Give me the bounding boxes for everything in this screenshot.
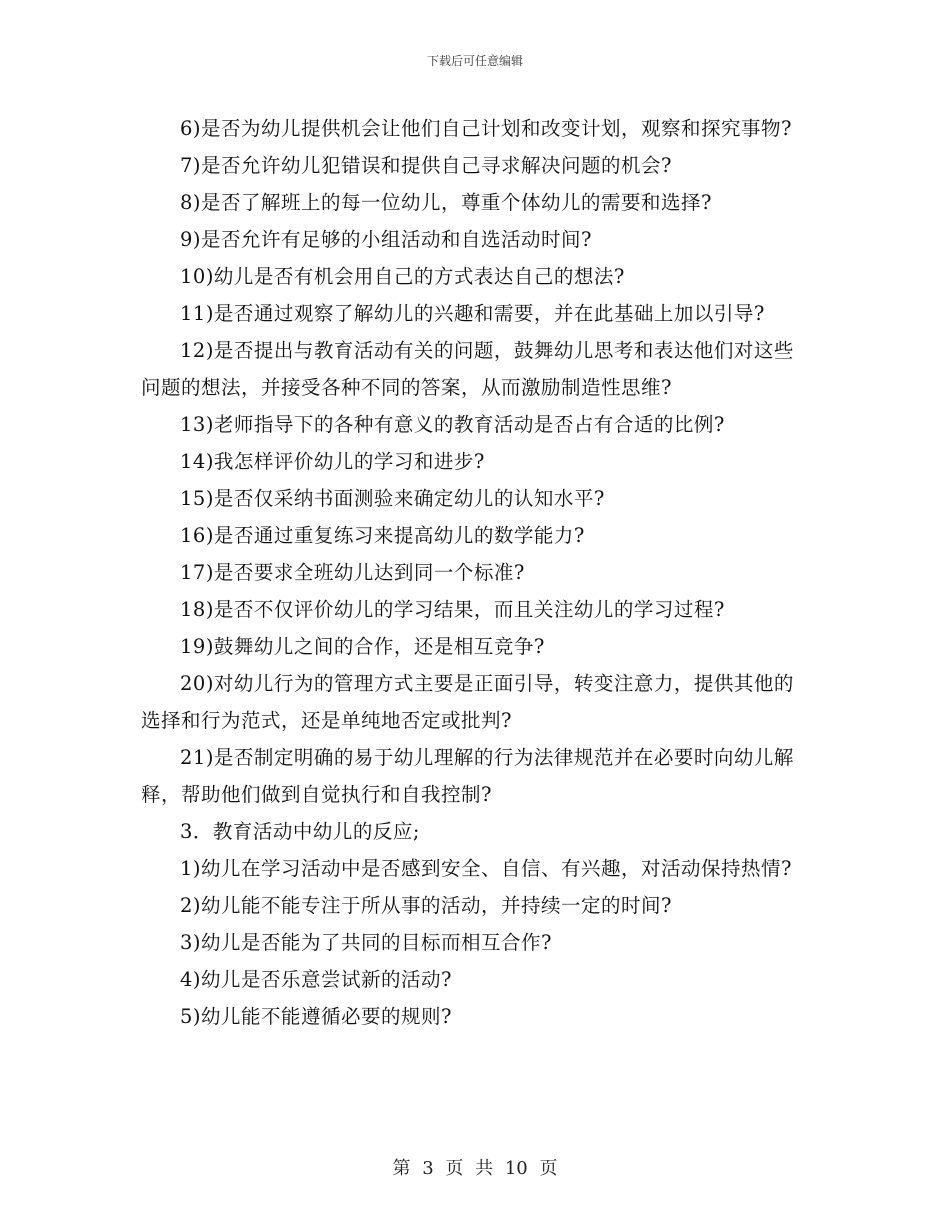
page-footer: 第 3 页 共 10 页 [392, 1158, 558, 1179]
paragraph: 4)幼儿是否乐意尝试新的活动? [180, 968, 452, 991]
paragraph: 20)对幼儿行为的管理方式主要是正面引导，转变注意力，提供其他的选择和行为范式，还是单纯地否定或批判? [141, 672, 794, 732]
paragraph: 15)是否仅采纳书面测验来确定幼儿的认知水平? [180, 487, 605, 510]
paragraph: 3)幼儿是否能为了共同的目标而相互合作? [180, 931, 552, 954]
paragraph: 5)幼儿能不能遵循必要的规则? [180, 1005, 452, 1028]
paragraph: 13)老师指导下的各种有意义的教育活动是否占有合适的比例? [180, 413, 725, 436]
paragraph: 2)幼儿能不能专注于所从事的活动，并持续一定的时间? [180, 894, 672, 917]
paragraph: 21)是否制定明确的易于幼儿理解的行为法律规范并在必要时向幼儿解释，帮助他们做到自觉执行和自我控制? [141, 746, 794, 806]
paragraph: 8)是否了解班上的每一位幼儿，尊重个体幼儿的需要和选择? [180, 191, 712, 214]
page-header: 下载后可任意编辑 [426, 54, 523, 68]
paragraph: 11)是否通过观察了解幼儿的兴趣和需要，并在此基础上加以引导? [180, 302, 765, 325]
paragraph: 6)是否为幼儿提供机会让他们自己计划和改变计划，观察和探究事物? [180, 117, 792, 140]
paragraph: 16)是否通过重复练习来提高幼儿的数学能力? [180, 524, 585, 547]
paragraph: 1)幼儿在学习活动中是否感到安全、自信、有兴趣，对活动保持热情? [180, 857, 792, 880]
paragraph: 18)是否不仅评价幼儿的学习结果，而且关注幼儿的学习过程? [180, 598, 725, 621]
paragraph: 9)是否允许有足够的小组活动和自选活动时间? [180, 228, 592, 251]
paragraph: 10)幼儿是否有机会用自己的方式表达自己的想法? [180, 265, 625, 288]
paragraph: 19)鼓舞幼儿之间的合作，还是相互竞争? [180, 635, 545, 658]
paragraph: 12)是否提出与教育活动有关的问题，鼓舞幼儿思考和表达他们对这些问题的想法，并接受各种不同的答案，从而激励制造性思维? [141, 339, 794, 399]
document-body [141, 110, 813, 1035]
paragraph: 17)是否要求全班幼儿达到同一个标准? [180, 561, 525, 584]
paragraph: 14)我怎样评价幼儿的学习和进步? [180, 450, 485, 473]
section-heading: 3．教育活动中幼儿的反应; [180, 820, 420, 843]
paragraph: 7)是否允许幼儿犯错误和提供自己寻求解决问题的机会? [180, 154, 672, 177]
